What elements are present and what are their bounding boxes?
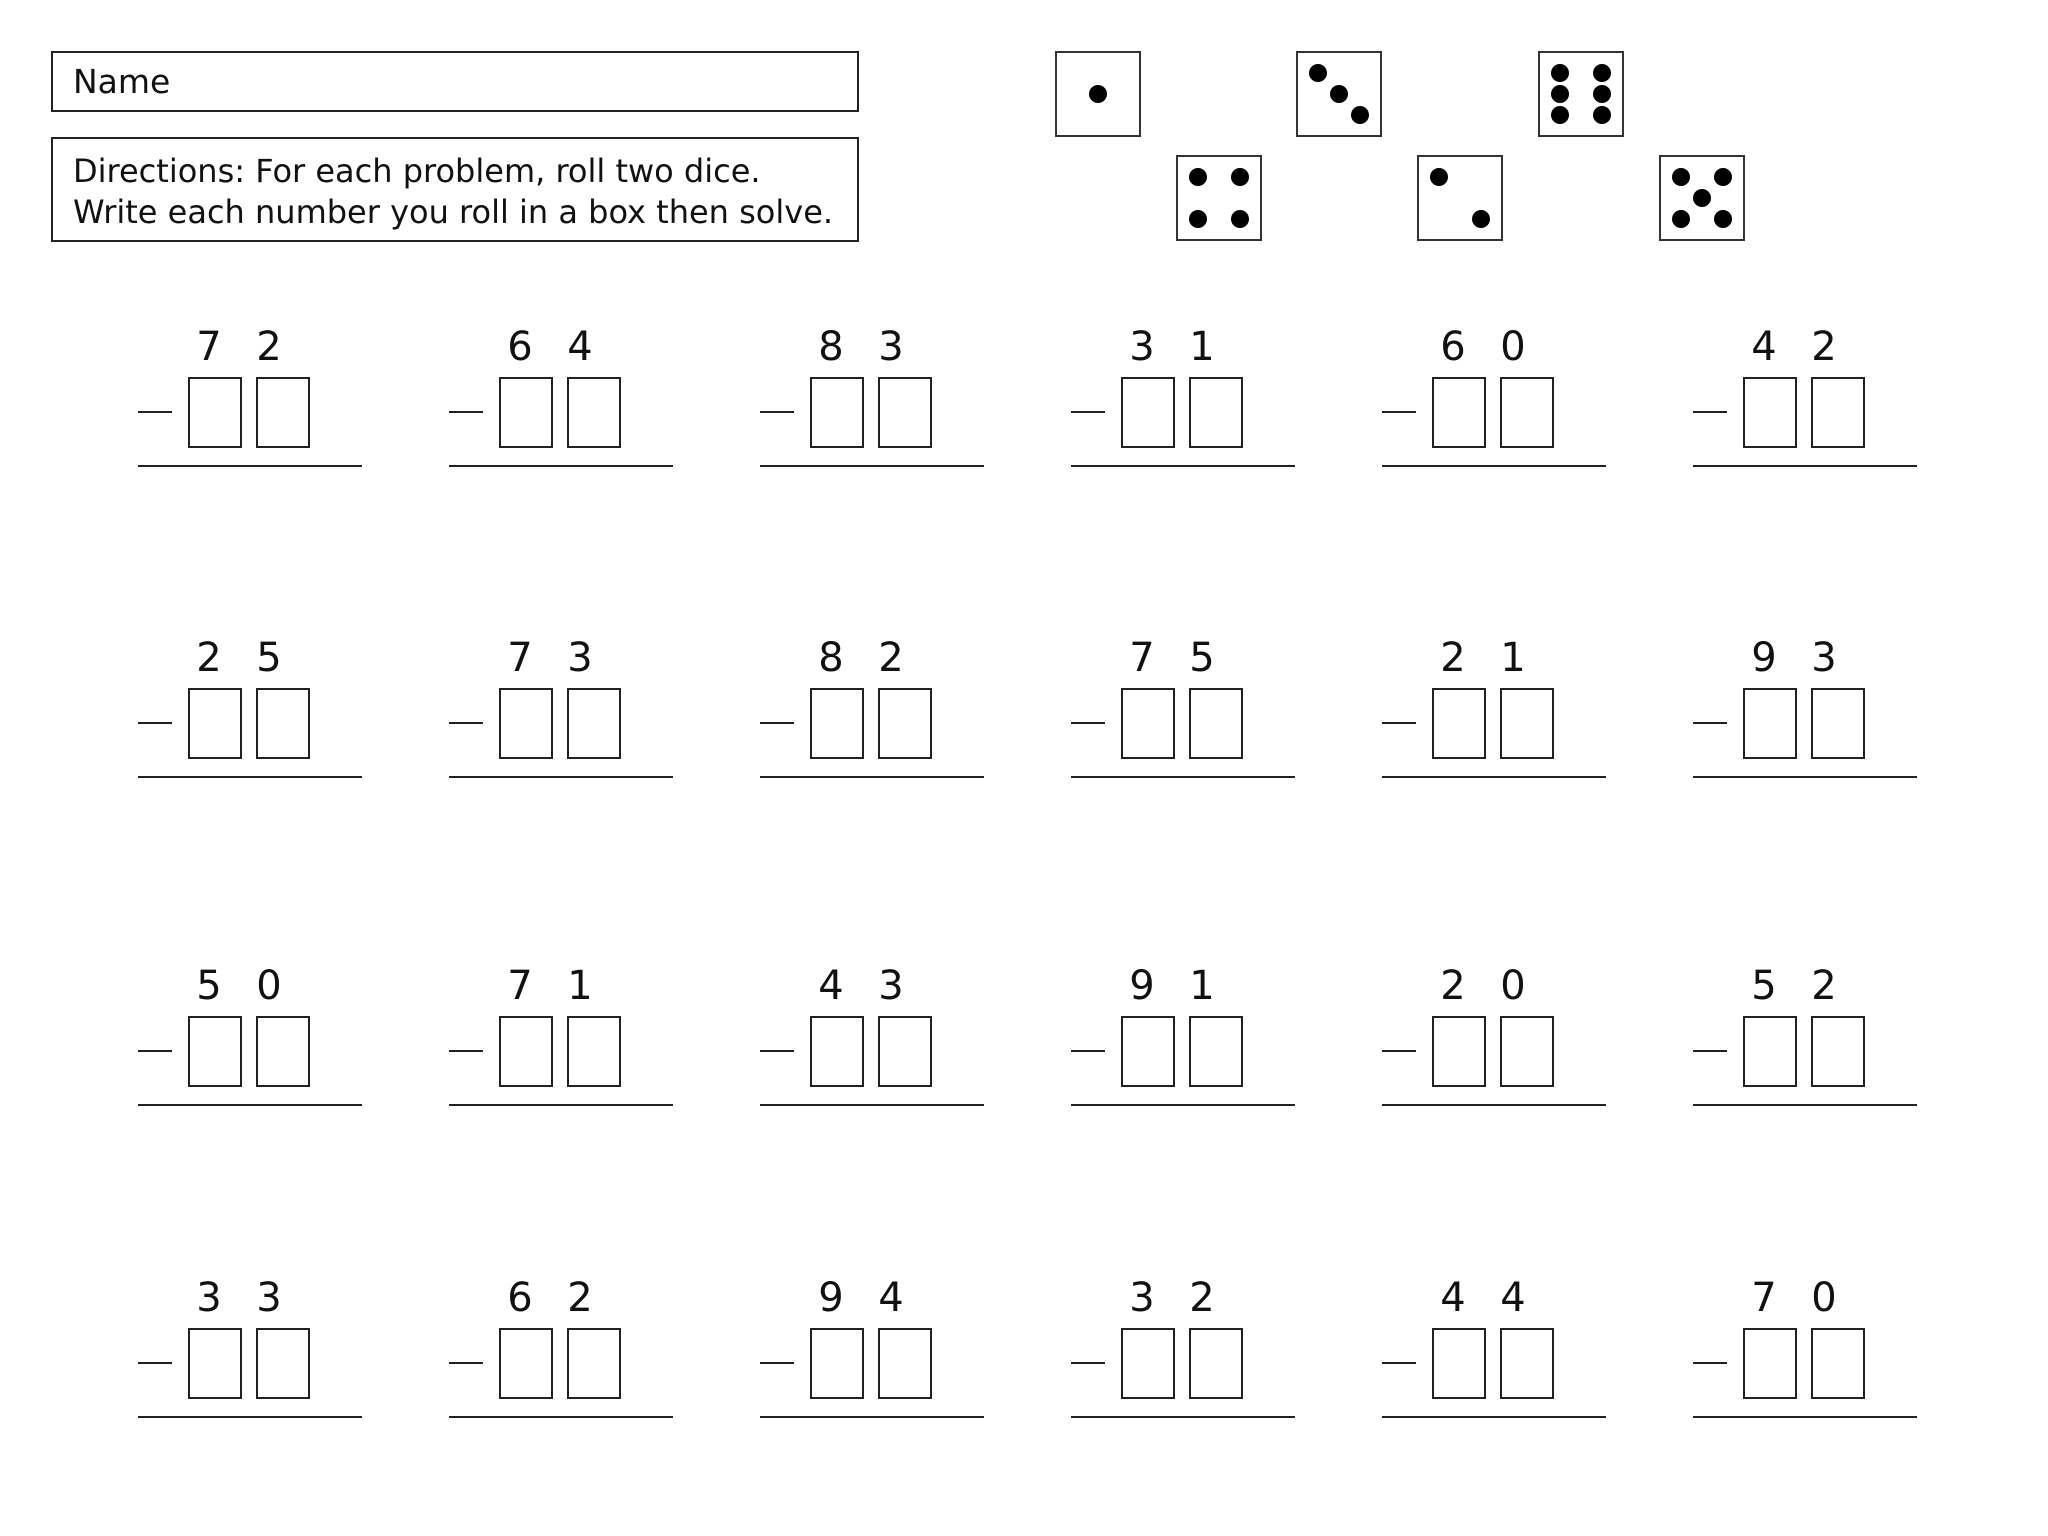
minuend-tens-digit: 7 (1129, 635, 1155, 681)
answer-line[interactable] (1382, 465, 1606, 467)
subtrahend-tens-box[interactable] (810, 377, 864, 448)
subtraction-problem (1071, 1275, 1295, 1428)
minus-sign (138, 1362, 172, 1364)
minuend-ones-digit: 5 (256, 635, 282, 681)
die-pip (1593, 85, 1611, 103)
minuend-ones-digit: 2 (1811, 963, 1837, 1009)
subtrahend-ones-box[interactable] (1189, 1016, 1243, 1087)
minus-sign (1071, 722, 1105, 724)
subtrahend-ones-box[interactable] (256, 688, 310, 759)
minuend-ones-digit: 2 (1189, 1275, 1215, 1321)
subtrahend-tens-box[interactable] (810, 1328, 864, 1399)
minus-sign (1071, 1362, 1105, 1364)
answer-line[interactable] (449, 465, 673, 467)
subtraction-problem (760, 635, 984, 788)
minuend-tens-digit: 7 (507, 635, 533, 681)
die-pip (1089, 85, 1107, 103)
minuend-ones-digit: 4 (1500, 1275, 1526, 1321)
answer-line[interactable] (138, 1416, 362, 1418)
answer-line[interactable] (1693, 465, 1917, 467)
minus-sign (449, 411, 483, 413)
subtrahend-ones-box[interactable] (878, 1016, 932, 1087)
minuend-ones-digit: 2 (878, 635, 904, 681)
minuend-tens-digit: 3 (1129, 324, 1155, 370)
subtrahend-tens-box[interactable] (810, 1016, 864, 1087)
minus-sign (138, 411, 172, 413)
minus-sign (760, 722, 794, 724)
subtraction-problem (1382, 635, 1606, 788)
subtrahend-ones-box[interactable] (1811, 1328, 1865, 1399)
minuend-tens-digit: 2 (1440, 963, 1466, 1009)
minuend-tens-digit: 2 (196, 635, 222, 681)
subtrahend-tens-box[interactable] (1121, 688, 1175, 759)
subtrahend-tens-box[interactable] (1121, 1328, 1175, 1399)
minuend-ones-digit: 0 (1811, 1275, 1837, 1321)
minuend-tens-digit: 9 (818, 1275, 844, 1321)
die-pip (1551, 85, 1569, 103)
minuend-ones-digit: 3 (878, 324, 904, 370)
minuend-ones-digit: 0 (1500, 963, 1526, 1009)
subtrahend-tens-box[interactable] (188, 1016, 242, 1087)
subtrahend-tens-box[interactable] (1743, 688, 1797, 759)
die-six-icon (1538, 51, 1624, 137)
die-pip (1430, 168, 1448, 186)
subtrahend-tens-box[interactable] (1432, 688, 1486, 759)
subtrahend-ones-box[interactable] (1189, 377, 1243, 448)
subtraction-problem (760, 963, 984, 1116)
minuend-tens-digit: 2 (1440, 635, 1466, 681)
answer-line[interactable] (1071, 465, 1295, 467)
minuend-ones-digit: 5 (1189, 635, 1215, 681)
minuend-tens-digit: 4 (1440, 1275, 1466, 1321)
subtrahend-ones-box[interactable] (1811, 688, 1865, 759)
minus-sign (760, 411, 794, 413)
subtrahend-ones-box[interactable] (256, 377, 310, 448)
answer-line[interactable] (1382, 1104, 1606, 1106)
subtrahend-ones-box[interactable] (256, 1328, 310, 1399)
die-pip (1330, 85, 1348, 103)
subtrahend-ones-box[interactable] (567, 1328, 621, 1399)
subtraction-problem (138, 635, 362, 788)
minuend-tens-digit: 4 (818, 963, 844, 1009)
minuend-ones-digit: 3 (1811, 635, 1837, 681)
subtraction-problem (1693, 324, 1917, 477)
minuend-ones-digit: 0 (1500, 324, 1526, 370)
minuend-tens-digit: 9 (1751, 635, 1777, 681)
directions-line-1: Directions: For each problem, roll two dice. (73, 152, 761, 190)
subtrahend-tens-box[interactable] (1121, 1016, 1175, 1087)
minus-sign (1693, 411, 1727, 413)
name-label: Name (73, 62, 171, 101)
minuend-ones-digit: 3 (567, 635, 593, 681)
die-pip (1593, 64, 1611, 82)
die-pip (1231, 168, 1249, 186)
minus-sign (1071, 411, 1105, 413)
subtrahend-tens-box[interactable] (499, 1016, 553, 1087)
minuend-tens-digit: 6 (507, 1275, 533, 1321)
directions-box (51, 137, 859, 242)
subtrahend-ones-box[interactable] (1189, 688, 1243, 759)
subtraction-problem (138, 324, 362, 477)
answer-line[interactable] (1071, 1416, 1295, 1418)
minus-sign (138, 722, 172, 724)
minus-sign (1693, 1362, 1727, 1364)
subtraction-problem (1071, 963, 1295, 1116)
minus-sign (760, 1050, 794, 1052)
minuend-tens-digit: 5 (196, 963, 222, 1009)
subtrahend-ones-box[interactable] (1500, 1016, 1554, 1087)
die-pip (1189, 210, 1207, 228)
subtraction-problem (449, 1275, 673, 1428)
subtraction-problem (1382, 963, 1606, 1116)
answer-line[interactable] (449, 1416, 673, 1418)
answer-line[interactable] (449, 1104, 673, 1106)
minuend-tens-digit: 6 (507, 324, 533, 370)
minus-sign (1693, 722, 1727, 724)
die-four-icon (1176, 155, 1262, 241)
subtraction-problem (1071, 635, 1295, 788)
minus-sign (1382, 411, 1416, 413)
minuend-tens-digit: 6 (1440, 324, 1466, 370)
subtrahend-tens-box[interactable] (1432, 1016, 1486, 1087)
subtrahend-tens-box[interactable] (1121, 377, 1175, 448)
minuend-tens-digit: 7 (507, 963, 533, 1009)
answer-line[interactable] (1693, 1104, 1917, 1106)
die-pip (1693, 189, 1711, 207)
subtrahend-tens-box[interactable] (810, 688, 864, 759)
subtrahend-ones-box[interactable] (567, 377, 621, 448)
subtrahend-ones-box[interactable] (1811, 1016, 1865, 1087)
subtraction-problem (1693, 1275, 1917, 1428)
die-pip (1551, 64, 1569, 82)
subtraction-problem (760, 1275, 984, 1428)
subtraction-problem (760, 324, 984, 477)
subtraction-problem (1693, 963, 1917, 1116)
subtraction-problem (1382, 324, 1606, 477)
die-pip (1593, 106, 1611, 124)
answer-line[interactable] (1693, 1416, 1917, 1418)
answer-line[interactable] (138, 465, 362, 467)
die-three-icon (1296, 51, 1382, 137)
minus-sign (1382, 1362, 1416, 1364)
die-pip (1551, 106, 1569, 124)
minus-sign (1693, 1050, 1727, 1052)
minuend-tens-digit: 3 (1129, 1275, 1155, 1321)
subtrahend-ones-box[interactable] (1500, 1328, 1554, 1399)
subtraction-problem (138, 1275, 362, 1428)
answer-line[interactable] (760, 776, 984, 778)
subtraction-problem (449, 635, 673, 788)
minus-sign (760, 1362, 794, 1364)
minuend-tens-digit: 7 (196, 324, 222, 370)
minuend-ones-digit: 4 (567, 324, 593, 370)
subtrahend-tens-box[interactable] (1432, 1328, 1486, 1399)
subtrahend-tens-box[interactable] (188, 688, 242, 759)
answer-line[interactable] (1382, 1416, 1606, 1418)
subtraction-problem (449, 963, 673, 1116)
subtrahend-ones-box[interactable] (1500, 688, 1554, 759)
subtrahend-tens-box[interactable] (1743, 1016, 1797, 1087)
minuend-ones-digit: 3 (256, 1275, 282, 1321)
die-pip (1309, 64, 1327, 82)
minuend-tens-digit: 4 (1751, 324, 1777, 370)
die-pip (1714, 168, 1732, 186)
subtrahend-ones-box[interactable] (878, 688, 932, 759)
minus-sign (449, 722, 483, 724)
die-two-icon (1417, 155, 1503, 241)
subtrahend-ones-box[interactable] (567, 1016, 621, 1087)
die-one-icon (1055, 51, 1141, 137)
die-pip (1351, 106, 1369, 124)
minuend-ones-digit: 1 (1500, 635, 1526, 681)
die-pip (1189, 168, 1207, 186)
subtrahend-tens-box[interactable] (499, 688, 553, 759)
minuend-tens-digit: 8 (818, 635, 844, 681)
answer-line[interactable] (760, 1416, 984, 1418)
die-pip (1472, 210, 1490, 228)
minus-sign (1382, 1050, 1416, 1052)
subtrahend-ones-box[interactable] (1500, 377, 1554, 448)
directions-line-2: Write each number you roll in a box then solve. (73, 193, 834, 231)
minuend-tens-digit: 8 (818, 324, 844, 370)
minus-sign (449, 1362, 483, 1364)
die-pip (1714, 210, 1732, 228)
subtrahend-ones-box[interactable] (1189, 1328, 1243, 1399)
subtraction-problem (449, 324, 673, 477)
minuend-ones-digit: 2 (567, 1275, 593, 1321)
subtrahend-tens-box[interactable] (499, 377, 553, 448)
answer-line[interactable] (138, 776, 362, 778)
answer-line[interactable] (449, 776, 673, 778)
subtraction-problem (1071, 324, 1295, 477)
answer-line[interactable] (760, 1104, 984, 1106)
minus-sign (1071, 1050, 1105, 1052)
subtrahend-tens-box[interactable] (1432, 377, 1486, 448)
minuend-tens-digit: 7 (1751, 1275, 1777, 1321)
minus-sign (1382, 722, 1416, 724)
answer-line[interactable] (1071, 1104, 1295, 1106)
answer-line[interactable] (138, 1104, 362, 1106)
answer-line[interactable] (760, 465, 984, 467)
minuend-tens-digit: 3 (196, 1275, 222, 1321)
die-pip (1231, 210, 1249, 228)
subtrahend-ones-box[interactable] (1811, 377, 1865, 448)
minus-sign (138, 1050, 172, 1052)
subtrahend-ones-box[interactable] (878, 1328, 932, 1399)
minuend-ones-digit: 3 (878, 963, 904, 1009)
answer-line[interactable] (1693, 776, 1917, 778)
die-five-icon (1659, 155, 1745, 241)
subtrahend-tens-box[interactable] (1743, 1328, 1797, 1399)
minuend-tens-digit: 9 (1129, 963, 1155, 1009)
subtrahend-tens-box[interactable] (1743, 377, 1797, 448)
subtraction-problem (138, 963, 362, 1116)
subtrahend-tens-box[interactable] (188, 1328, 242, 1399)
minuend-tens-digit: 5 (1751, 963, 1777, 1009)
minuend-ones-digit: 4 (878, 1275, 904, 1321)
minuend-ones-digit: 1 (1189, 963, 1215, 1009)
subtrahend-tens-box[interactable] (499, 1328, 553, 1399)
subtrahend-ones-box[interactable] (878, 377, 932, 448)
minuend-ones-digit: 2 (256, 324, 282, 370)
subtrahend-ones-box[interactable] (567, 688, 621, 759)
subtraction-problem (1693, 635, 1917, 788)
name-field[interactable] (51, 51, 859, 112)
subtraction-problem (1382, 1275, 1606, 1428)
subtrahend-ones-box[interactable] (256, 1016, 310, 1087)
minuend-ones-digit: 1 (1189, 324, 1215, 370)
minus-sign (449, 1050, 483, 1052)
minuend-ones-digit: 0 (256, 963, 282, 1009)
die-pip (1672, 210, 1690, 228)
answer-line[interactable] (1382, 776, 1606, 778)
minuend-ones-digit: 2 (1811, 324, 1837, 370)
subtrahend-tens-box[interactable] (188, 377, 242, 448)
answer-line[interactable] (1071, 776, 1295, 778)
die-pip (1672, 168, 1690, 186)
minuend-ones-digit: 1 (567, 963, 593, 1009)
